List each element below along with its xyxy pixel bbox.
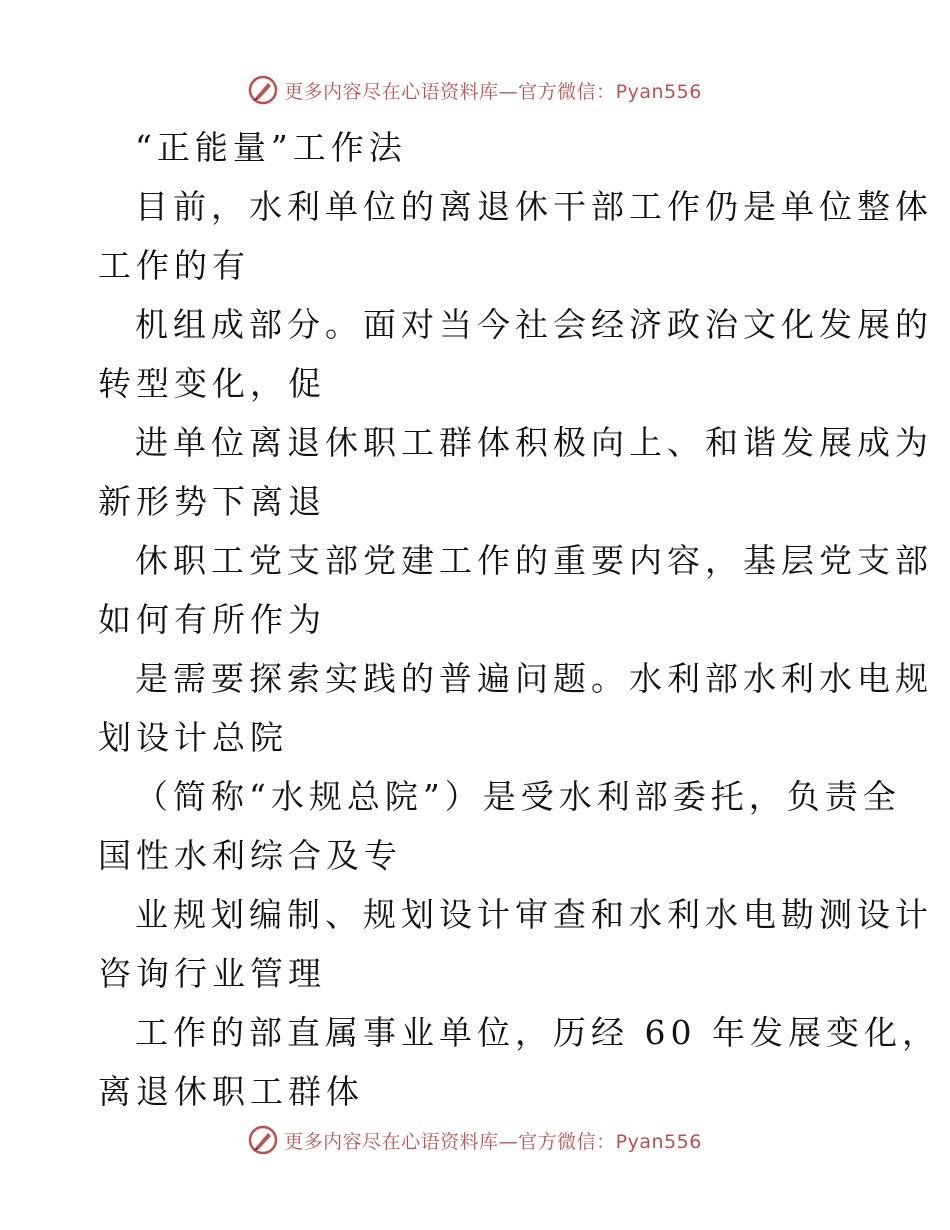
paragraph-line: 离退休职工群体 — [98, 1072, 364, 1111]
paragraph-line: 业规划编制、规划设计审查和水利水电勘测设计 — [135, 895, 933, 934]
footer-banner — [0, 1120, 950, 1160]
paragraph-line: 咨询行业管理 — [98, 954, 326, 993]
footer-banner-text: 更多内容尽在心语资料库—官方微信：Pyan556 — [284, 1130, 702, 1153]
paragraph-line: 目前，水利单位的离退休干部工作仍是单位整体 — [135, 187, 933, 226]
pen-logo-icon — [248, 75, 278, 105]
paragraph-line: 进单位离退休职工群体积极向上、和谐发展成为 — [135, 423, 933, 462]
paragraph-line: 休职工党支部党建工作的重要内容，基层党支部 — [135, 541, 933, 580]
doc-title: “正能量”工作法 — [135, 128, 407, 167]
document-body — [98, 118, 940, 1121]
pen-logo-icon — [248, 1125, 278, 1155]
paragraph-line: 新形势下离退 — [98, 482, 326, 521]
paragraph-line: 机组成部分。面对当今社会经济政治文化发展的 — [135, 305, 933, 344]
paragraph-line: 国性水利综合及专 — [98, 836, 402, 875]
paragraph-line: （简称“水规总院”）是受水利部委托，负责全 — [135, 777, 901, 816]
paragraph-line: 工作的有 — [98, 246, 250, 285]
paragraph-line: 工作的部直属事业单位，历经 60 年发展变化， — [135, 1013, 940, 1052]
header-banner — [0, 70, 950, 110]
paragraph-line: 转型变化，促 — [98, 364, 326, 403]
paragraph-line: 是需要探索实践的普遍问题。水利部水利水电规 — [135, 659, 933, 698]
paragraph-line: 如何有所作为 — [98, 600, 326, 639]
paragraph-line: 划设计总院 — [98, 718, 288, 757]
header-banner-text: 更多内容尽在心语资料库—官方微信：Pyan556 — [284, 80, 702, 103]
